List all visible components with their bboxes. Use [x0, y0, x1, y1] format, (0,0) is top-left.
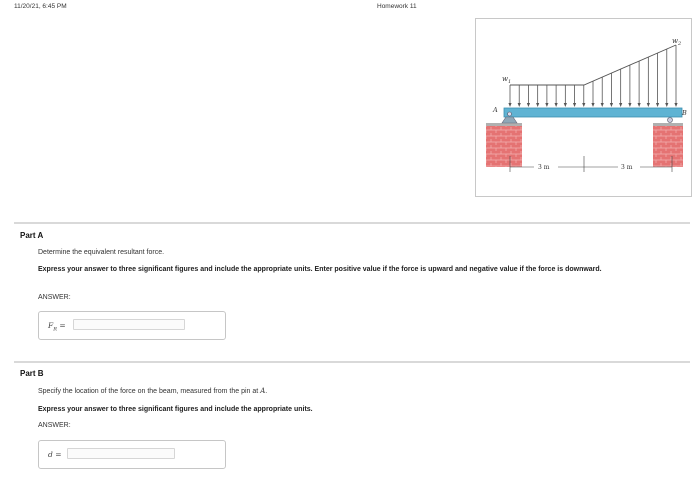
- w2-label: $w_2$: [672, 37, 682, 47]
- load-arrowhead: [674, 103, 677, 107]
- beam-diagram: [476, 19, 691, 196]
- part-a-prompt: Determine the equivalent resultant force.: [38, 249, 165, 256]
- load-arrowhead: [545, 103, 548, 107]
- left-wall: [486, 125, 522, 167]
- right-wall: [653, 125, 683, 167]
- beam-figure: [475, 18, 692, 197]
- w1-label: $w_1$: [502, 75, 512, 85]
- part-b-answer-box: [38, 440, 226, 469]
- resultant-force-input[interactable]: [73, 319, 185, 330]
- location-d-input[interactable]: [67, 448, 175, 459]
- load-arrowhead: [638, 103, 641, 107]
- pin-support-a: [502, 117, 517, 123]
- dim-left-label: 3 m: [538, 164, 550, 171]
- page-title: Homework 11: [377, 3, 417, 10]
- distributed-load: [508, 45, 677, 107]
- part-b-variable: d =: [48, 450, 62, 459]
- load-arrowhead: [555, 103, 558, 107]
- load-arrowhead: [591, 103, 594, 107]
- part-b-prompt: Specify the location of the force on the beam, measured from the pin at A.: [38, 387, 268, 395]
- part-a-answer-label: ANSWER:: [38, 294, 71, 301]
- load-arrowhead: [536, 103, 539, 107]
- part-a-title: Part A: [20, 231, 44, 240]
- part-a-answer-box: [38, 311, 226, 340]
- load-arrowhead: [665, 103, 668, 107]
- load-arrowhead: [564, 103, 567, 107]
- part-b-instruction: Express your answer to three significant figures and include the appropriate units.: [38, 406, 313, 413]
- load-arrowhead: [619, 103, 622, 107]
- load-arrowhead: [601, 103, 604, 107]
- support-b-label: B: [682, 109, 687, 117]
- dimension-line: [510, 156, 672, 172]
- part-b-title: Part B: [20, 369, 44, 378]
- part-a-instruction: Express your answer to three significant figures and include the appropriate units. Enter positive value if the force is upward and negative value if the force is downward.: [38, 266, 602, 273]
- load-arrowhead: [518, 103, 521, 107]
- load-arrowhead: [573, 103, 576, 107]
- load-arrowhead: [582, 103, 585, 107]
- print-timestamp: 11/20/21, 6:45 PM: [14, 3, 67, 10]
- part-a-divider: [14, 222, 690, 224]
- load-arrowhead: [527, 103, 530, 107]
- part-b-divider: [14, 361, 690, 363]
- beam: [504, 108, 682, 117]
- dim-right-label: 3 m: [621, 164, 633, 171]
- part-a-variable: $F_R$ =: [48, 321, 66, 333]
- load-arrowhead: [610, 103, 613, 107]
- roller-support-b: [668, 118, 673, 123]
- part-b-answer-label: ANSWER:: [38, 422, 71, 429]
- load-arrowhead: [656, 103, 659, 107]
- load-arrowhead: [628, 103, 631, 107]
- load-arrowhead: [647, 103, 650, 107]
- support-a-label: A: [493, 106, 498, 114]
- load-arrowhead: [508, 103, 511, 107]
